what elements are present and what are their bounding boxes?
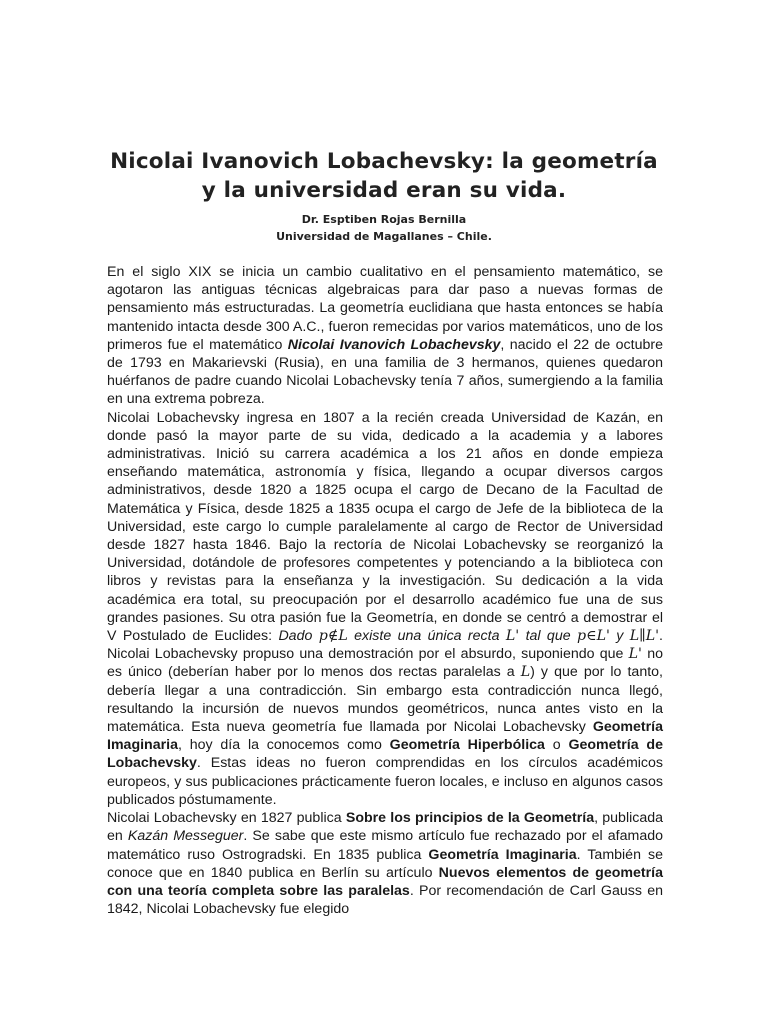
p2-math-3: p∈L'	[576, 628, 610, 645]
p1-text-2: , nacido el 22 de octubre de 1793 en Makarievski (Rusia), en una familia de 3 hermanos, quienes quedaron huérfanos de padre cuando Nicolai Lobachevsky tenía 7 años, sumergiendo a la familia en una extrema pobreza.	[107, 336, 663, 408]
article-body	[107, 263, 663, 918]
p3-text-2: , publicada en	[107, 810, 664, 845]
p2-text-3: no es único (deberían haber por lo menos dos rectas paralelas a	[107, 646, 663, 681]
p2-math-6: L	[520, 664, 531, 681]
p3-text-1: Nicolai Lobachevsky en 1827 publica	[107, 810, 346, 827]
p2-italic-3: tal que	[519, 628, 577, 645]
p2-math-1: p∉L	[318, 628, 348, 645]
article-title	[60, 147, 708, 205]
p2-text-1: Nicolai Lobachevsky ingresa en 1807 a la recién creada Universidad de Kazán, en donde pasó la mayor parte de su vida, dedicado a la academia y a labores administrativas. Inició su carrera académica a los 21 años en donde empieza enseñando matemática, astronomía y física, llegando a ocupar diversos cargos administrativos, desde 1820 a 1825 ocupa el cargo de Decano de la Facultad de Matemática y Física, desde 1825 a 1835 ocupa el cargo de Jefe de la biblioteca de la Universidad, este cargo lo cumple paralelamente al cargo de Rector de Universidad desde 1827 hasta 1846. Bajo la rectoría de Nicolai Lobachevsky se reorganizó la Universidad, dotándole de profesores competentes y potenciando a la biblioteca con libros y revistas para la enseñanza y la investigación. Su dedicación a la vida académica era total, su preocupación por el desarrollo académico fue una de sus grandes pasiones. Su otra pasión fue la Geometría, en donde se centró a demostrar el V Postulado de Euclides:	[107, 409, 663, 645]
p3-text-3: . Se sabe que este mismo artículo fue rechazado por el afamado matemático ruso Ostrogradski. En 1835 publica	[107, 828, 663, 863]
p3-bold-3: Nuevos elementos de geometría con una teoría completa sobre las paralelas	[107, 864, 663, 899]
p2-math-4: L∥L'	[629, 628, 660, 645]
p3-text-4: . También se conoce que en 1840 publica en Berlín su artículo	[107, 846, 663, 881]
author-name: Dr. Esptiben Rojas Bernilla	[301, 213, 467, 226]
paragraph-1	[107, 263, 663, 409]
p2-text-5: , hoy día la conocemos como	[177, 737, 390, 754]
p1-text-1: En el siglo XIX se inicia un cambio cualitativo en el pensamiento matemático, se agotaron las antiguas técnicas algebraicas para dar paso a nuevas formas de pensamiento más estructuradas. La geometría euclidiana que hasta entonces se había mantenido intacta desde 300 A.C., fueron remecidas por varios matemáticos, uno de los primeros fue el matemático	[107, 264, 663, 353]
p2-text-7: . Estas ideas no fueron comprendidas en los círculos académicos europeos, y sus publicaciones prácticamente fueron locales, e incluso en algunos casos publicados póstumamente.	[107, 755, 663, 808]
title-line-2: y la universidad eran su vida.	[201, 178, 567, 204]
p2-bold-1: Geometría Imaginaria	[107, 719, 663, 754]
p2-bold-3: Geometría de Lobachevsky	[107, 737, 663, 772]
p2-text-6: o	[544, 737, 569, 754]
p2-bold-2: Geometría Hiperbólica	[389, 737, 545, 754]
author-affiliation: Universidad de Magallanes – Chile.	[276, 230, 492, 243]
p2-math-2: L'	[505, 628, 520, 645]
p3-bold-2: Geometría Imaginaria	[428, 846, 577, 863]
p1-name-bold: Nicolai Ivanovich Lobachevsky	[287, 336, 501, 353]
p2-italic-4: y	[609, 628, 630, 645]
p2-italic-1: Dado	[278, 628, 319, 645]
p2-text-4: ) y que por lo tanto, debería llegar a una contradicción. Sin embargo esta contradicción nunca llegó, resultando la incursión de nuevos mundos geométricos, nunca antes visto en la matemática. Esta nueva geometría fue llamada por Nicolai Lobachevsky	[107, 664, 663, 736]
p2-math-5: L'	[628, 646, 642, 663]
author-block	[0, 211, 768, 245]
p3-bold-1: Sobre los principios de la Geometría	[345, 810, 595, 827]
p3-italic-1: Kazán Messeguer	[127, 828, 244, 845]
p3-text-5: . Por recomendación de Carl Gauss en 1842, Nicolai Lobachevsky fue elegido	[107, 882, 663, 918]
paragraph-2	[107, 409, 663, 809]
p2-italic-2: existe una única recta	[347, 628, 506, 645]
paragraph-3	[107, 809, 663, 918]
p2-text-2: . Nicolai Lobachevsky propuso una demostración por el absurdo, suponiendo que	[107, 628, 663, 663]
title-line-1: Nicolai Ivanovich Lobachevsky: la geometría	[110, 149, 658, 175]
